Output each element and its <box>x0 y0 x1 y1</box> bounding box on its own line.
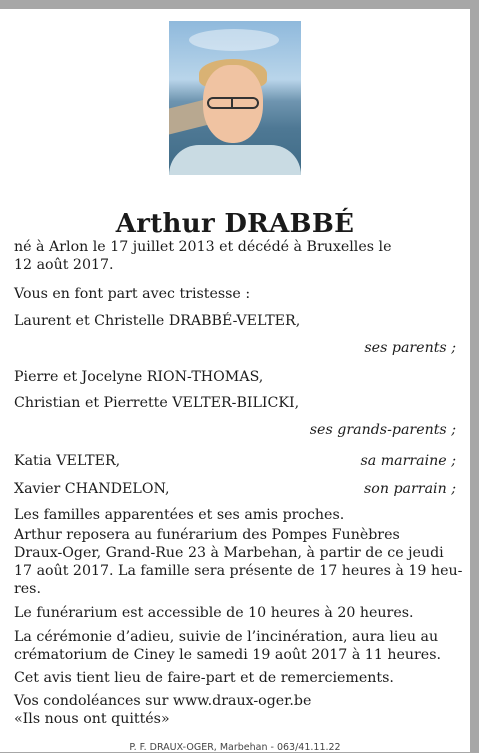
godmother-name: Katia VELTER, <box>14 453 121 469</box>
funerarium-line-4: res. <box>14 581 41 597</box>
godfather-name: Xavier CHANDELON, <box>14 481 170 497</box>
deceased-name: Arthur DRABBÉ <box>115 209 355 239</box>
intro-text: Vous en font part avec tristesse : <box>14 286 251 302</box>
funeral-home-footer: P. F. DRAUX-OGER, Marbehan - 063/41.11.22 <box>129 742 341 753</box>
funerarium-line-3: 17 août 2017. La famille sera présente de 17 heures à 19 heu- <box>14 563 463 579</box>
portrait-photo <box>169 21 301 175</box>
parents-names: Laurent et Christelle DRABBÉ-VELTER, <box>14 313 301 329</box>
families-text: Les familles apparentées et ses amis proches. <box>14 507 345 523</box>
condolences-text: Vos condoléances sur www.draux-oger.be <box>14 693 312 709</box>
notice-text: Cet avis tient lieu de faire-part et de remerciements. <box>14 670 394 686</box>
birth-death-line-2: 12 août 2017. <box>14 257 114 273</box>
godmother-role: sa marraine ; <box>360 453 456 469</box>
quote-text: «Ils nous ont quittés» <box>14 711 170 727</box>
grandparents-role: ses grands-parents ; <box>309 422 456 438</box>
birth-death-line-1: né à Arlon le 17 juillet 2013 et décédé à Bruxelles le <box>14 239 392 255</box>
funerarium-line-2: Draux-Oger, Grand-Rue 23 à Marbehan, à partir de ce jeudi <box>14 545 444 561</box>
ceremony-line-1: La cérémonie d’adieu, suivie de l’incinération, aura lieu au <box>14 629 439 645</box>
parents-role: ses parents ; <box>364 340 456 356</box>
obituary-notice <box>0 9 470 752</box>
ceremony-line-2: crématorium de Ciney le samedi 19 août 2017 à 11 heures. <box>14 647 441 663</box>
funerarium-line-1: Arthur reposera au funérarium des Pompes Funèbres <box>14 527 400 543</box>
godfather-role: son parrain ; <box>364 481 456 497</box>
grandparents-2: Christian et Pierrette VELTER-BILICKI, <box>14 395 300 411</box>
grandparents-1: Pierre et Jocelyne RION-THOMAS, <box>14 369 264 385</box>
hours-text: Le funérarium est accessible de 10 heures à 20 heures. <box>14 605 414 621</box>
